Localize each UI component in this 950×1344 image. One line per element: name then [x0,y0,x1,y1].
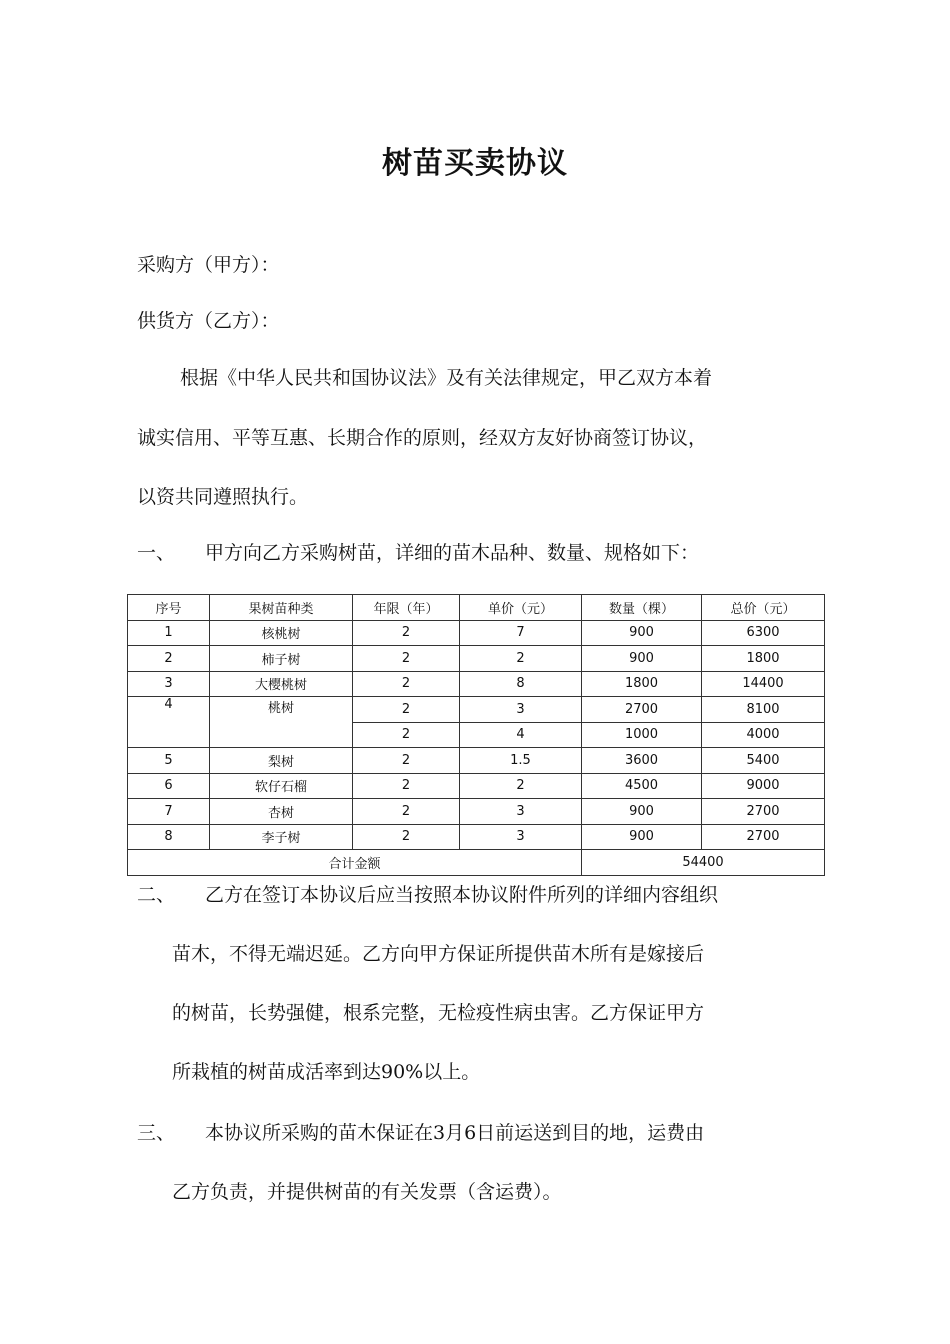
cell-years: 2 [353,697,460,723]
cell-total: 2700 [702,799,825,825]
cell-total: 9000 [702,773,825,799]
cell-total: 2700 [702,824,825,850]
clause-2-line-2: 苗木，不得无端迟延。乙方向甲方保证所提供苗木所有是嫁接后 [172,943,705,965]
cell-quantity: 1800 [582,671,702,697]
table-row [128,671,825,697]
cell-years: 2 [353,722,460,748]
table-row [128,722,825,748]
cell-total: 1800 [702,646,825,672]
cell-total: 5400 [702,748,825,774]
cell-years: 2 [353,671,460,697]
cell-index: 8 [128,824,210,850]
header-total: 总价（元） [702,595,825,621]
cell-quantity: 4500 [582,773,702,799]
cell-unit-price: 4 [460,722,582,748]
clause-3-number: 三、 [137,1122,176,1144]
cell-variety: 大樱桃树 [210,671,353,697]
table-row [128,620,825,646]
cell-index: 6 [128,773,210,799]
table-header-row [128,595,825,621]
intro-line-3: 以资共同遵照执行。 [137,486,309,508]
cell-quantity: 900 [582,824,702,850]
clause-1-text: 甲方向乙方采购树苗，详细的苗木品种、数量、规格如下： [205,542,700,564]
table-row [128,646,825,672]
cell-quantity: 2700 [582,697,702,723]
table-row [128,799,825,825]
cell-index: 2 [128,646,210,672]
cell-years: 2 [353,799,460,825]
cell-quantity: 900 [582,620,702,646]
cell-variety: 桃树 [210,697,353,723]
table-row [128,773,825,799]
cell-variety: 核桃树 [210,620,353,646]
header-years: 年限（年） [353,595,460,621]
cell-total: 6300 [702,620,825,646]
clause-2-line-1: 乙方在签订本协议后应当按照本协议附件所列的详细内容组织 [205,884,719,906]
cell-years: 2 [353,748,460,774]
cell-unit-price: 3 [460,697,582,723]
table-row [128,748,825,774]
cell-variety: 柿子树 [210,646,353,672]
cell-years: 2 [353,824,460,850]
total-value: 54400 [582,850,825,876]
cell-index: 5 [128,748,210,774]
seedling-table [127,594,825,876]
cell-variety: 杏树 [210,799,353,825]
cell-quantity: 3600 [582,748,702,774]
clause-1-number: 一、 [137,542,176,564]
cell-total: 14400 [702,671,825,697]
cell-unit-price: 2 [460,773,582,799]
cell-variety: 李子树 [210,824,353,850]
cell-index: 3 [128,671,210,697]
intro-line-1: 根据《中华人民共和国协议法》及有关法律规定，甲乙双方本着 [180,367,713,389]
header-quantity: 数量（棵） [582,595,702,621]
header-variety: 果树苗种类 [210,595,353,621]
clause-3-line-1: 本协议所采购的苗木保证在3月6日前运送到目的地，运费由 [205,1122,705,1144]
document-title: 树苗买卖协议 [382,146,568,181]
cell-unit-price: 2 [460,646,582,672]
cell-index: 4 [128,697,210,723]
header-index: 序号 [128,595,210,621]
cell-total: 4000 [702,722,825,748]
clause-2-line-3: 的树苗，长势强健，根系完整，无检疫性病虫害。乙方保证甲方 [172,1002,705,1024]
seller-line: 供货方（乙方）： [137,310,280,332]
cell-total: 8100 [702,697,825,723]
cell-unit-price: 3 [460,799,582,825]
cell-unit-price: 3 [460,824,582,850]
cell-index: 1 [128,620,210,646]
cell-variety [210,722,353,748]
header-unit-price: 单价（元） [460,595,582,621]
table-row [128,697,825,723]
buyer-line: 采购方（甲方）： [137,254,280,276]
cell-variety: 软仔石榴 [210,773,353,799]
table-total-row [128,850,825,876]
clause-2-number: 二、 [137,884,176,906]
total-label: 合计金额 [128,850,582,876]
clause-3-line-2: 乙方负责，并提供树苗的有关发票（含运费）。 [172,1181,562,1203]
cell-years: 2 [353,773,460,799]
cell-index [128,722,210,748]
cell-years: 2 [353,646,460,672]
cell-unit-price: 7 [460,620,582,646]
table-row [128,824,825,850]
intro-line-2: 诚实信用、平等互惠、长期合作的原则，经双方友好协商签订协议， [137,427,708,449]
cell-unit-price: 8 [460,671,582,697]
cell-quantity: 900 [582,646,702,672]
cell-years: 2 [353,620,460,646]
cell-quantity: 1000 [582,722,702,748]
cell-index: 7 [128,799,210,825]
cell-unit-price: 1.5 [460,748,582,774]
cell-variety: 梨树 [210,748,353,774]
cell-quantity: 900 [582,799,702,825]
clause-2-line-4: 所栽植的树苗成活率到达90%以上。 [172,1061,481,1083]
